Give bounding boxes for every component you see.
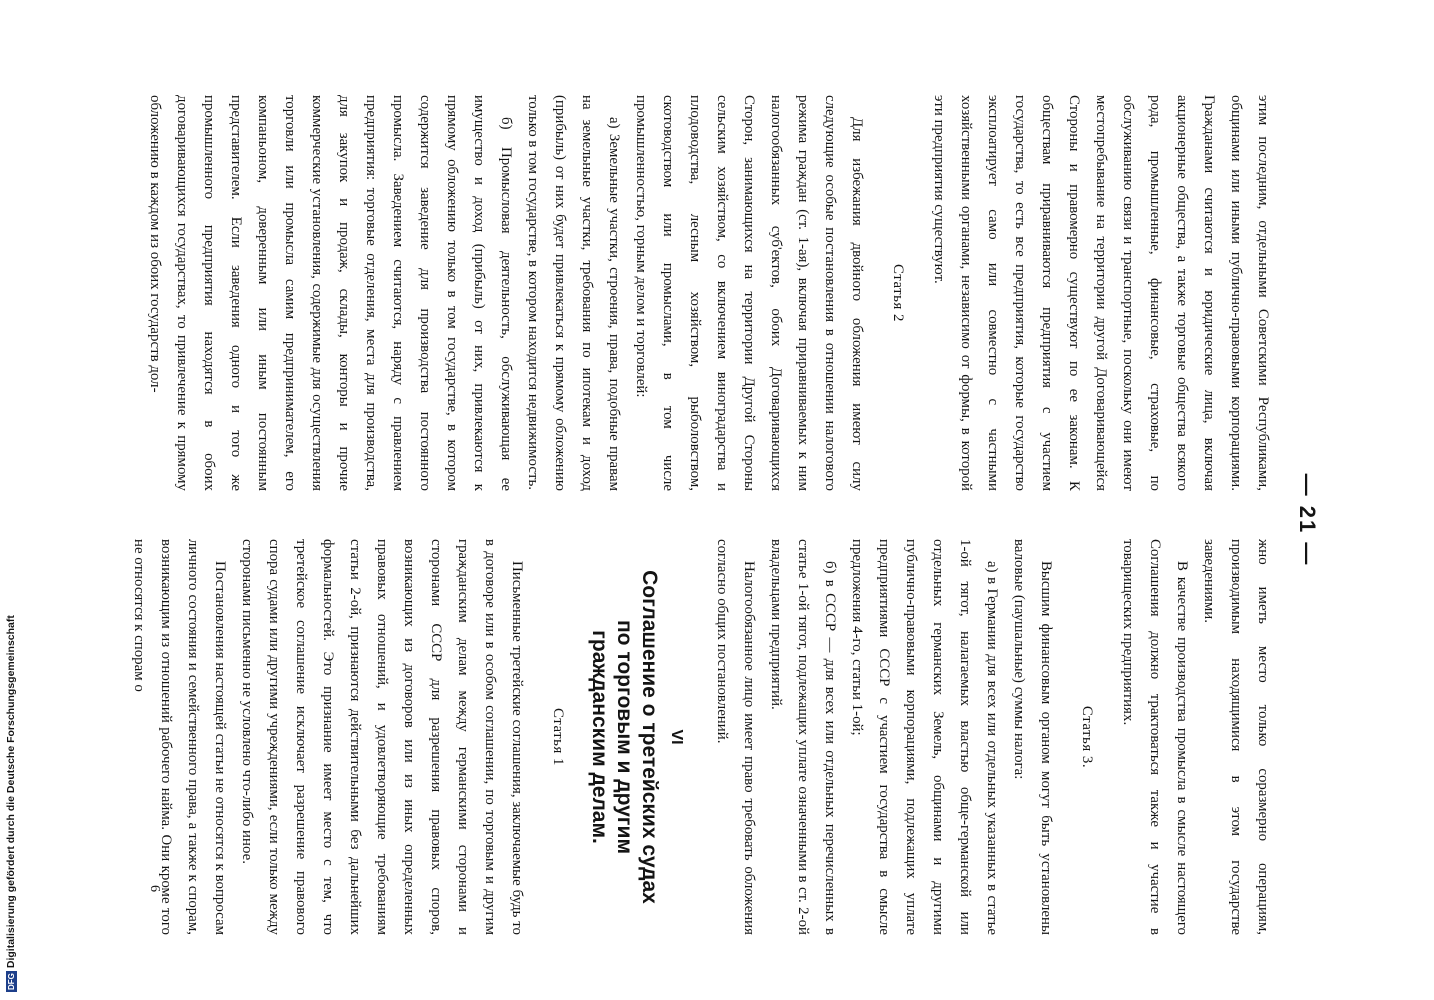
paragraph: Письменные третейские соглашения, заключаемые будь то в договоре или в особом соглашении, по торговым и другим гражданским делам между германскими сторонами и сторонами СССР для разрешения правовых споров, возникающих из договоров или из иных определенных правовых отношений, и удовлетворяющие требованиям статьи 2-ой, признаются действительными без дальнейших формальностей. Это признание имеет место с тем, что третейское соглашение исключает разрешение правового спора судами или другими учреждениями, если только между сторонами письменно не условлено что-либо иное. bbox=[239, 539, 525, 935]
paragraph: Для избежания двойного обложения имеют силу следующие особые постановления в отношении налогового режима граждан (ст. 1-ая), включая приравниваемых к ним налогообязанных суб'ектов, обоих Договаривающихся Сторон, занимающихся на территории Другой Стороны сельским хозяйством, со включением виноградарства и плодоводства, лесным хозяйством, рыболовством, скотоводством или промыслами, в том числе промышленностью, горным делом и торговлей: bbox=[633, 95, 865, 491]
right-column bbox=[131, 539, 1276, 935]
signature-mark: 6 bbox=[147, 885, 162, 892]
page-number: — 21 — bbox=[1295, 473, 1320, 567]
paragraph: Постановления настоящей статьи не относятся к вопросам личного состояния и семейственного права, а также к спорам, возникающим из отношений рабочего найма. Они кроме того не относятся к спорам о bbox=[131, 539, 228, 935]
paragraph: б) Промысловая деятельность, обслуживающая ее имущество и доход (прибыль) от них, привлекаются к прямому обложению только в том государстве, в котором содержится заведение для производства постоянного промысла. Заведением считаются, наряду с правлением предприятия: торговые отделения, места для производства, для закупок и продаж, склады, конторы и прочие коммерческие установления, содержимые для осуществления торговли или промысла самим предпринимателем, его компаньоном, доверенным или иным постоянным представителем. Если заведения одного и того же промышленного предприятия находятся в обоих договаривающихся государствах, то привлечение к прямому обложению в каждом из обоих государств дол- bbox=[147, 95, 514, 491]
list-item: а) в Германии для всех или отдельных указанных в статье 1-ой тягот, налагаемых властью обще-германской или отдельных германских Земель, общинами и другими публично-правовыми корпорациями, подлежащих уплате предприятиями СССР с участием государства в смысле предложения 4-го, статьи 1-ой; bbox=[849, 539, 1000, 935]
paragraph: Налогообязанное лицо имеет право требовать обложения согласно общих постановлений. bbox=[714, 539, 757, 935]
section-number: VI bbox=[668, 729, 685, 745]
paragraph: жно иметь место только соразмерно операциям, производимым находящимися в этом государстве заведениями. bbox=[1201, 539, 1271, 935]
paragraph: а) Земельные участки, строения, права, подобные правам на земельные участки, требования по ипотекам и доход (прибыль) от них будет привлекаться к прямому обложению только в том государстве, в котором находится недвижимость. bbox=[525, 95, 622, 491]
article-heading: Статья 3. bbox=[1079, 705, 1095, 769]
paragraph: этим последним, отдельными Советскими Республиками, общинами или иными публично-правовыми корпорациями. Гражданами считаются и юридические лица, включая акционерные общества, а также торговые общества всякого рода, промышленные, финансовые, страховые, по обслуживанию связи и транспортные, поскольку они имеют местопребывание на территории другой Договаривающейся Стороны и правомерно существуют по ее законам. К обществам приравниваются предприятия с участием государства, то есть все предприятия, которые государство эксплоатирует само или совместно с частными хозяйственными органами, независимо от формы, в которой эти предприятия существуют. bbox=[931, 95, 1271, 491]
article-heading: Статья 1 bbox=[550, 708, 566, 766]
scanned-page bbox=[130, 95, 1320, 945]
list-item: б) в СССР — для всех или отдельных перечисленных в статье 1-ой тягот, подлежащих уплате означенными в ст. 2-ой владельцами предприятий. bbox=[768, 539, 838, 935]
section-title: Соглашение о третейских судах по торговым и другим гражданским делам. bbox=[588, 570, 661, 904]
left-column bbox=[136, 95, 1276, 491]
dfg-logo-icon: DFG bbox=[6, 973, 16, 990]
credit-text: Digitalisierung gefördert durch die Deutsche Forschungsgemeinschaft bbox=[5, 615, 17, 969]
credit-line bbox=[1, 0, 21, 1000]
paragraph: В качестве производства промысла в смысле настоящего Соглашения должно трактоваться также и участие в товарищеских предприятиях. bbox=[1120, 539, 1190, 935]
paragraph: Высшим финансовым органом могут быть установлены валовые (паушальные) суммы налога: bbox=[1011, 539, 1054, 935]
article-heading: Статья 2 bbox=[890, 264, 906, 322]
digitization-credit-strip bbox=[0, 0, 22, 1000]
